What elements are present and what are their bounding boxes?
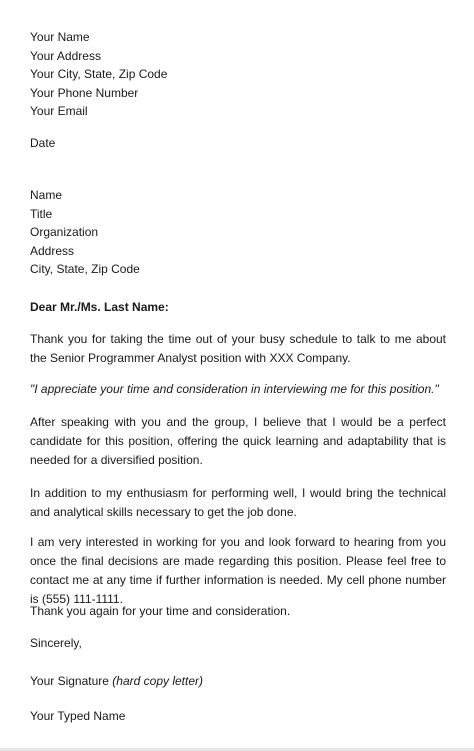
body-paragraph-intro: Thank you for taking the time out of your busy schedule to talk to me about the Senior Programmer Analyst position with XXX Company. bbox=[30, 332, 446, 365]
body-paragraph-quote: "I appreciate your time and consideration in interviewing me for this position." bbox=[30, 382, 439, 396]
salutation: Dear Mr./Ms. Last Name: bbox=[30, 300, 169, 314]
recipient-address: Address bbox=[30, 243, 75, 258]
body-paragraph-interest: I am very interested in working for you and look forward to hearing from you once the final decisions are made regarding this position. Please feel free to contact me at any time if further information is needed. My cell phone number is (555) 111-1111. bbox=[30, 535, 446, 606]
signature-note: (hard copy letter) bbox=[112, 674, 203, 688]
recipient-name: Name bbox=[30, 188, 63, 202]
signature-label: Your Signature bbox=[30, 674, 109, 688]
body-paragraph-skills: In addition to my enthusiasm for performing well, I would bring the technical and analytical skills necessary to get the job done. bbox=[30, 486, 446, 519]
recipient-organization: Organization bbox=[30, 225, 99, 239]
signature-line bbox=[30, 674, 203, 689]
letter-date: Date bbox=[30, 136, 56, 150]
sender-phone: Your Phone Number bbox=[30, 85, 139, 100]
body-paragraph-candidate: After speaking with you and the group, I believe that I would be a perfect candidate for this position, offering the quick learning and adaptability that is needed for a diversified position. bbox=[30, 415, 446, 467]
sender-email: Your Email bbox=[30, 104, 88, 118]
body-paragraph-thanks: Thank you again for your time and consideration. bbox=[30, 604, 291, 618]
typed-name: Your Typed Name bbox=[30, 709, 126, 723]
sender-address: Your Address bbox=[30, 48, 101, 63]
recipient-city-state-zip: City, State, Zip Code bbox=[30, 262, 140, 276]
closing: Sincerely, bbox=[30, 636, 82, 650]
recipient-title: Title bbox=[30, 206, 53, 221]
sender-city-state-zip: Your City, State, Zip Code bbox=[30, 67, 168, 81]
sender-name: Your Name bbox=[30, 30, 90, 44]
